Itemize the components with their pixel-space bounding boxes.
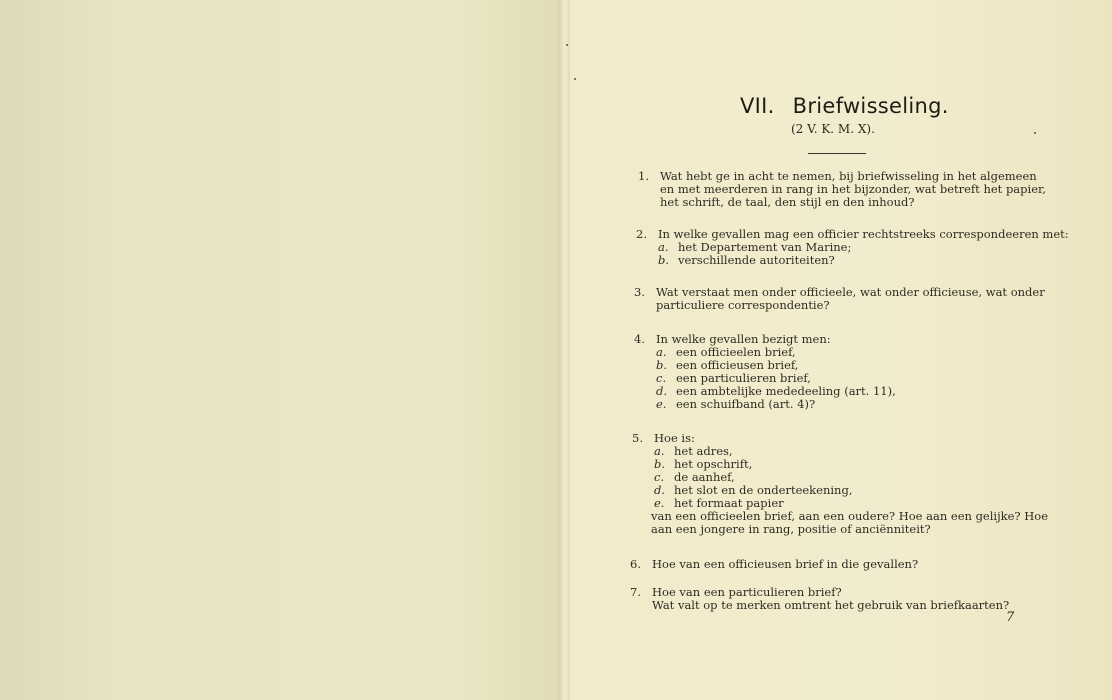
- item-letter: b.: [656, 358, 668, 372]
- paper-speck: [574, 78, 576, 80]
- question-4: [634, 333, 896, 411]
- question-line: In welke gevallen bezigt men:: [656, 332, 831, 346]
- item-letter: d.: [656, 384, 668, 398]
- question-line: In welke gevallen mag een officier rechtstreeks correspondeeren met:: [658, 227, 1069, 241]
- item-text: het slot en de onderteekening,: [674, 483, 853, 497]
- question-line: aan een jongere in rang, positie of anciënniteit?: [651, 522, 931, 536]
- question-number: 1.: [638, 169, 649, 183]
- question-2: [636, 228, 1069, 267]
- question-line: Hoe van een particulieren brief?: [652, 585, 842, 599]
- item-text: het Departement van Marine;: [678, 240, 852, 254]
- page-number: 7: [1006, 610, 1015, 625]
- item-text: een officieelen brief,: [676, 345, 796, 359]
- item-letter: b.: [658, 253, 670, 267]
- question-number: 5.: [632, 431, 643, 445]
- question-line: particuliere correspondentie?: [656, 298, 830, 312]
- divider-rule: [808, 153, 866, 154]
- item-letter: d.: [654, 483, 666, 497]
- item-text: een ambtelijke mededeeling (art. 11),: [676, 384, 896, 398]
- item-text: een particulieren brief,: [676, 371, 811, 385]
- item-text: de aanhef,: [674, 470, 735, 484]
- question-line: Wat verstaat men onder officieele, wat onder officieuse, wat onder: [656, 285, 1045, 299]
- paper-speck: [1034, 132, 1036, 134]
- item-letter: a.: [654, 444, 665, 458]
- item-letter: c.: [656, 371, 667, 385]
- item-text: het formaat papier: [674, 496, 784, 510]
- paper-speck: [566, 44, 568, 46]
- question-line: het schrift, de taal, den stijl en den inhoud?: [660, 195, 915, 209]
- item-letter: a.: [656, 345, 667, 359]
- chapter-heading: [740, 94, 949, 118]
- question-line: Hoe is:: [654, 431, 695, 445]
- item-letter: c.: [654, 470, 665, 484]
- item-letter: e.: [656, 397, 667, 411]
- chapter-number: VII.: [740, 94, 775, 118]
- list-item: [634, 398, 896, 411]
- question-number: 7.: [630, 585, 641, 599]
- item-text: een schuifband (art. 4)?: [676, 397, 816, 411]
- question-1: [638, 170, 1046, 209]
- list-item: [636, 254, 1069, 267]
- item-letter: e.: [654, 496, 665, 510]
- question-line: Wat hebt ge in acht te nemen, bij briefwisseling in het algemeen: [660, 169, 1037, 183]
- question-line: Wat valt op te merken omtrent het gebruik van briefkaarten?: [652, 598, 1010, 612]
- question-line: van een officieelen brief, aan een oudere? Hoe aan een gelijke? Hoe: [651, 509, 1049, 523]
- item-text: het adres,: [674, 444, 733, 458]
- item-text: verschillende autoriteiten?: [678, 253, 835, 267]
- question-line: en met meerderen in rang in het bijzonder, wat betreft het papier,: [660, 182, 1046, 196]
- question-line: Hoe van een officieusen brief in die gevallen?: [652, 557, 919, 571]
- item-letter: a.: [658, 240, 669, 254]
- question-number: 4.: [634, 332, 645, 346]
- question-number: 6.: [630, 557, 641, 571]
- question-3: [634, 286, 1045, 312]
- chapter-title: Briefwisseling.: [792, 94, 949, 118]
- item-text: het opschrift,: [674, 457, 753, 471]
- question-6: [630, 558, 918, 571]
- question-5: [632, 432, 1048, 536]
- question-7: [630, 586, 1009, 612]
- question-number: 2.: [636, 227, 647, 241]
- item-letter: b.: [654, 457, 666, 471]
- item-text: een officieusen brief,: [676, 358, 799, 372]
- chapter-subtitle: (2 V. K. M. X).: [791, 122, 875, 136]
- question-number: 3.: [634, 285, 645, 299]
